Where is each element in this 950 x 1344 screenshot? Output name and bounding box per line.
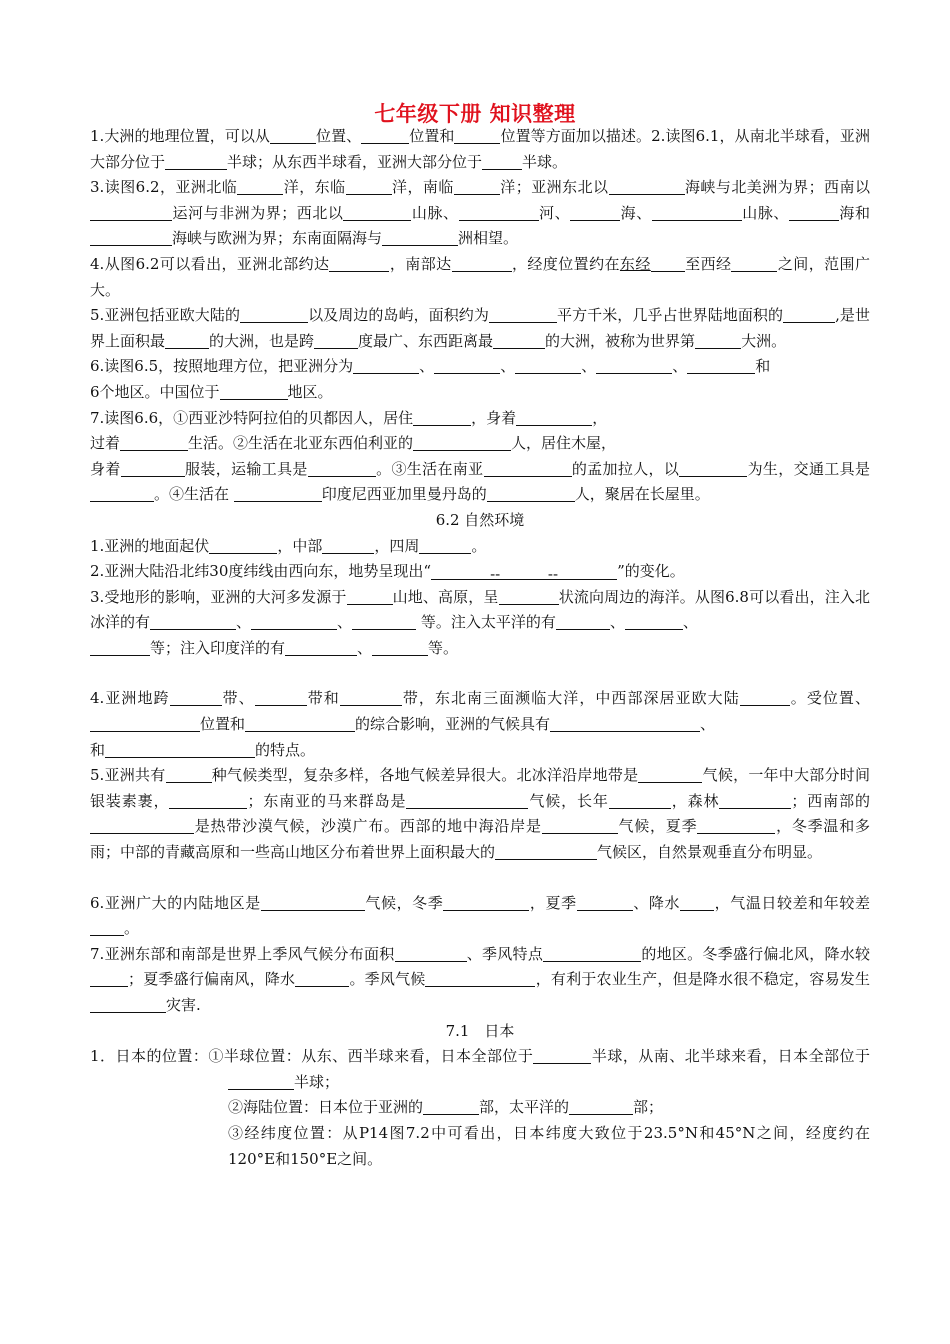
worksheet-text: 的特点。 bbox=[255, 740, 316, 759]
fill-in-blank bbox=[569, 1097, 633, 1115]
worksheet-text: 位置和 bbox=[409, 127, 455, 145]
worksheet-text: ， bbox=[592, 408, 608, 427]
worksheet-text: 部，太平洋的 bbox=[479, 1098, 570, 1117]
worksheet-text: 的孟加拉人，以 bbox=[571, 459, 680, 478]
fill-in-blank bbox=[680, 893, 714, 911]
fill-in-blank bbox=[609, 791, 671, 809]
worksheet-text: 5.亚洲共有 bbox=[90, 766, 166, 785]
worksheet-text: ，身着 bbox=[471, 408, 517, 427]
fill-in-blank bbox=[346, 177, 392, 195]
worksheet-text: 身着 bbox=[90, 459, 121, 478]
worksheet-text: 运河与非洲为界；西北以 bbox=[172, 203, 344, 222]
fill-in-blank bbox=[454, 177, 500, 195]
nat-item-1 bbox=[90, 534, 870, 560]
fill-in-blank bbox=[740, 688, 790, 706]
fill-in-blank bbox=[209, 536, 277, 554]
worksheet-text: 位置、 bbox=[316, 127, 362, 145]
fill-in-blank bbox=[413, 433, 511, 451]
fill-in-blank bbox=[90, 714, 200, 732]
worksheet-text: 带和 bbox=[306, 689, 340, 708]
fill-in-blank bbox=[308, 459, 376, 477]
fill-in-blank bbox=[493, 331, 545, 349]
worksheet-text: 、 bbox=[581, 357, 597, 376]
worksheet-text: 为生，交通工具是 bbox=[747, 459, 870, 478]
worksheet-text: 人，居住木屋， bbox=[511, 434, 617, 453]
fill-in-blank bbox=[295, 969, 349, 987]
worksheet-text: 过着 bbox=[90, 434, 121, 453]
worksheet-text: 4.从图6.2可以看出，亚洲北部约达 bbox=[90, 254, 330, 273]
fill-in-blank bbox=[314, 331, 358, 349]
worksheet-text: ，经度位置约在 bbox=[511, 254, 620, 273]
fill-in-blank bbox=[454, 126, 500, 144]
fill-in-blank bbox=[695, 331, 741, 349]
fill-in-blank bbox=[495, 842, 597, 860]
worksheet-text: 3.读图6.2，亚洲北临 bbox=[90, 178, 238, 197]
worksheet-text: 、 bbox=[672, 357, 688, 376]
fill-in-blank bbox=[251, 612, 337, 630]
fill-in-blank bbox=[419, 536, 471, 554]
fill-in-blank bbox=[570, 203, 620, 221]
fill-in-blank bbox=[425, 969, 535, 987]
worksheet-text: ，气温日较差和年较差 bbox=[714, 893, 870, 912]
worksheet-text: 、 bbox=[682, 613, 698, 632]
fill-in-blank bbox=[679, 459, 747, 477]
fill-in-blank bbox=[261, 893, 365, 911]
fill-in-blank bbox=[340, 688, 402, 706]
worksheet-text: ；夏季盛行偏南风，降水 bbox=[128, 970, 296, 989]
fill-in-blank bbox=[697, 816, 775, 834]
fill-in-blank bbox=[90, 918, 124, 936]
item-5 bbox=[90, 303, 870, 354]
worksheet-text: 位置和 bbox=[200, 715, 246, 734]
worksheet-text: 山脉、 bbox=[741, 203, 789, 222]
fill-in-blank bbox=[487, 484, 575, 502]
worksheet-text: 洲相望。 bbox=[458, 229, 519, 248]
worksheet-text: 至西经 bbox=[684, 254, 732, 273]
fill-in-blank bbox=[515, 356, 581, 374]
worksheet-text: 东经 bbox=[619, 254, 651, 273]
worksheet-text: 半球。 bbox=[522, 152, 568, 171]
fill-in-blank bbox=[482, 152, 522, 170]
fill-in-blank bbox=[413, 408, 471, 426]
worksheet-text: ，中部 bbox=[277, 536, 323, 555]
worksheet-text: 大洲。 bbox=[741, 331, 787, 350]
worksheet-text: 2.亚洲大陆沿北纬30度纬线由西向东，地势呈现出“ bbox=[90, 562, 432, 581]
fill-in-blank bbox=[550, 714, 700, 732]
section-heading-7-1: 7.1 日本 bbox=[445, 1021, 515, 1040]
fill-in-blank bbox=[90, 203, 172, 221]
worksheet-text: 洋；亚洲东北以 bbox=[499, 178, 609, 197]
fill-in-blank bbox=[542, 816, 618, 834]
fill-in-blank bbox=[285, 638, 357, 656]
fill-in-blank bbox=[165, 331, 209, 349]
worksheet-text: 等；注入印度洋的有 bbox=[150, 638, 286, 657]
japan-item-2 bbox=[90, 1095, 870, 1121]
worksheet-text: 生活。②生活在北亚东西伯利亚的 bbox=[188, 434, 414, 453]
worksheet-text: 海和 bbox=[838, 203, 870, 222]
fill-in-blank bbox=[543, 944, 641, 962]
worksheet-text: 平方千米，几乎占世界陆地面积的 bbox=[556, 306, 784, 325]
worksheet-text: 服装，运输工具是 bbox=[184, 459, 308, 478]
fill-in-blank bbox=[651, 254, 685, 272]
fill-in-blank bbox=[270, 126, 316, 144]
fill-in-blank bbox=[783, 305, 835, 323]
worksheet-text: 、 bbox=[609, 613, 625, 632]
worksheet-text: 的大洲，也是跨 bbox=[209, 331, 315, 350]
worksheet-text: 气候，长年 bbox=[528, 791, 609, 810]
worksheet-text: 、 bbox=[500, 357, 516, 376]
fill-in-blank bbox=[90, 638, 150, 656]
worksheet-text: 河、 bbox=[538, 203, 571, 222]
worksheet-text: ，四周 bbox=[374, 536, 420, 555]
worksheet-text: 7.亚洲东部和南部是世界上季风气候分布面积 bbox=[90, 944, 395, 963]
worksheet-text: 。 bbox=[471, 536, 487, 555]
fill-in-blank bbox=[240, 305, 308, 323]
fill-in-blank bbox=[170, 688, 222, 706]
worksheet-text: 5.亚洲包括亚欧大陆的 bbox=[90, 306, 241, 325]
fill-in-blank bbox=[234, 484, 322, 502]
worksheet-text: 7.读图6.6，①西亚沙特阿拉伯的贝都因人，居住 bbox=[90, 408, 414, 427]
worksheet-text: 气候，夏季 bbox=[617, 817, 698, 836]
worksheet-text: 山脉、 bbox=[411, 203, 459, 222]
fill-in-blank bbox=[255, 688, 307, 706]
worksheet-text: 山地、高原，呈 bbox=[392, 587, 499, 606]
item-4 bbox=[90, 252, 870, 303]
worksheet-text: 等。 bbox=[428, 638, 459, 657]
fill-in-blank bbox=[533, 1046, 591, 1064]
fill-in-blank bbox=[731, 254, 777, 272]
fill-in-blank bbox=[443, 893, 529, 911]
worksheet-text: 是热带沙漠气候，沙漠广布。西部的地中海沿岸是 bbox=[194, 817, 542, 836]
fill-in-blank bbox=[353, 356, 419, 374]
worksheet-text: 、 bbox=[700, 715, 716, 734]
fill-in-blank bbox=[452, 254, 512, 272]
fill-in-blank bbox=[329, 254, 389, 272]
worksheet-text: 以及周边的岛屿，面积约为 bbox=[308, 306, 489, 325]
fill-in-blank bbox=[638, 765, 702, 783]
worksheet-text: 位置等方面加以描述。2.读图6.1，从南北半球看，亚洲大部分位于 bbox=[90, 127, 870, 171]
fill-in-blank bbox=[577, 893, 633, 911]
worksheet-text: 1.亚洲的地面起伏 bbox=[90, 536, 210, 555]
fill-in-blank bbox=[105, 740, 255, 758]
worksheet-text: 度最广、东西距离最 bbox=[358, 331, 494, 350]
fill-in-blank bbox=[343, 203, 411, 221]
section-heading-6-2: 6.2 自然环境 bbox=[435, 510, 525, 529]
worksheet-text: 洋，东临 bbox=[283, 178, 346, 197]
worksheet-text: 种气候类型，复杂多样，各地气候差异很大。北冰洋沿岸地带是 bbox=[211, 766, 639, 785]
worksheet-text: 3.受地形的影响，亚洲的大河多发源于 bbox=[90, 587, 347, 606]
fill-in-blank bbox=[516, 408, 592, 426]
worksheet-text: ②海陆位置：日本位于亚洲的 bbox=[228, 1098, 424, 1117]
fill-in-blank bbox=[90, 995, 166, 1013]
worksheet-text: 带，东北南三面濒临大洋，中西部深居亚欧大陆 bbox=[401, 689, 740, 708]
fill-in-blank bbox=[347, 587, 393, 605]
fill-in-blank bbox=[120, 433, 188, 451]
nat-item-3 bbox=[90, 585, 870, 662]
nat-item-4 bbox=[90, 686, 870, 763]
worksheet-text: 、降水 bbox=[632, 893, 681, 912]
fill-in-blank bbox=[165, 152, 227, 170]
worksheet-text: 气候区，自然景观垂直分布明显。 bbox=[597, 843, 823, 862]
worksheet-text: 人，聚居在长屋里。 bbox=[574, 485, 710, 504]
fill-in-blank bbox=[90, 228, 172, 246]
worksheet-text: 半球； bbox=[294, 1072, 340, 1091]
fill-in-blank bbox=[489, 305, 557, 323]
worksheet-text: 。 bbox=[124, 919, 140, 938]
fill-in-blank bbox=[499, 587, 559, 605]
fill-in-blank bbox=[459, 203, 539, 221]
item-3 bbox=[90, 175, 870, 252]
fill-in-blank bbox=[237, 177, 283, 195]
fill-in-blank bbox=[434, 356, 500, 374]
worksheet-text: 海、 bbox=[620, 203, 652, 222]
worksheet-text: 6.亚洲广大的内陆地区是 bbox=[90, 893, 261, 912]
worksheet-text: 、 bbox=[357, 638, 373, 657]
fill-in-blank bbox=[395, 944, 467, 962]
worksheet-text: 半球，从南、北半球来看，日本全部位于 bbox=[591, 1047, 871, 1066]
worksheet-text: 1.大洲的地理位置，可以从 bbox=[90, 127, 270, 145]
worksheet-text: 半球；从东西半球看，亚洲大部分位于 bbox=[227, 152, 483, 171]
worksheet-text: 部； bbox=[633, 1098, 664, 1117]
worksheet-text: 带、 bbox=[221, 689, 255, 708]
item-1-2 bbox=[90, 124, 870, 175]
worksheet-text: 1．日本的位置：①半球位置：从东、西半球来看，日本全部位于 bbox=[90, 1047, 534, 1066]
worksheet-text: ，夏季 bbox=[529, 893, 577, 912]
worksheet-text: 印度尼西亚加里曼丹岛的 bbox=[321, 485, 487, 504]
nat-item-6 bbox=[90, 891, 870, 942]
worksheet-text: 、 bbox=[337, 613, 353, 632]
fill-in-blank bbox=[352, 612, 416, 630]
worksheet-text: ，南部达 bbox=[389, 254, 452, 273]
nat-item-2 bbox=[90, 559, 870, 585]
worksheet-text: 、 bbox=[236, 613, 252, 632]
worksheet-text: 的地区。冬季盛行偏北风，降水较 bbox=[641, 944, 870, 963]
worksheet-text: 4.亚洲地跨 bbox=[90, 689, 170, 708]
worksheet-text: 6个地区。中国位于 bbox=[90, 382, 220, 401]
worksheet-text: 、季风特点 bbox=[466, 944, 544, 963]
worksheet-text: ，森林 bbox=[670, 791, 720, 810]
nat-item-7 bbox=[90, 942, 870, 1019]
worksheet-text: ，冬季温和多雨；中部的青藏高原和一些高山地区分布着世界上面积最大的 bbox=[90, 817, 870, 862]
worksheet-text: 和 bbox=[90, 740, 106, 759]
worksheet-text: 状流向周边的海洋。从图6.8可以看出，注入北冰洋的有 bbox=[90, 587, 870, 632]
fill-in-blank bbox=[90, 969, 128, 987]
item-6 bbox=[90, 354, 870, 405]
fill-in-blank bbox=[596, 356, 672, 374]
fill-in-blank bbox=[687, 356, 755, 374]
worksheet-text: 气候，一年中大部分时间银装素裹， bbox=[90, 766, 870, 810]
worksheet-text: 和 bbox=[755, 357, 771, 376]
worksheet-text: 6.读图6.5，按照地理方位，把亚洲分为 bbox=[90, 357, 354, 376]
fill-in-blank bbox=[361, 126, 409, 144]
worksheet-text: ；东南亚的马来群岛是 bbox=[247, 791, 407, 810]
worksheet-text: 。受位置、 bbox=[789, 689, 870, 708]
worksheet-text: ,是世界上面积最 bbox=[90, 306, 870, 350]
fill-in-blank bbox=[484, 459, 572, 477]
worksheet-text: 等。注入太平洋的有 bbox=[416, 613, 556, 632]
fill-in-blank bbox=[382, 228, 458, 246]
worksheet-text: 地区。 bbox=[287, 382, 333, 401]
fill-in-blank bbox=[220, 382, 288, 400]
fill-in-blank bbox=[609, 177, 685, 195]
worksheet-text: 。③生活在南亚 bbox=[375, 459, 484, 478]
fill-in-blank bbox=[90, 816, 194, 834]
worksheet-text: 灾害. bbox=[166, 996, 201, 1014]
page-title: 七年级下册 知识整理 bbox=[374, 102, 576, 126]
fill-in-blank bbox=[150, 612, 236, 630]
nat-item-5 bbox=[90, 763, 870, 865]
worksheet-text: 之间，范围广大。 bbox=[90, 254, 870, 299]
worksheet-text: 海峡与欧洲为界；东南面隔海与 bbox=[172, 229, 383, 248]
worksheet-text: 海峡与北美洲为界；西南以 bbox=[684, 178, 870, 197]
fill-in-blank bbox=[372, 638, 428, 656]
worksheet-text: ”的变化。 bbox=[617, 562, 685, 581]
fill-in-blank bbox=[245, 714, 355, 732]
worksheet-text: 的综合影响，亚洲的气候具有 bbox=[355, 715, 551, 734]
fill-in-blank bbox=[423, 1097, 479, 1115]
fill-in-blank bbox=[556, 612, 610, 630]
worksheet-text: ，有利于农业生产，但是降水很不稳定，容易发生 bbox=[535, 970, 870, 989]
fill-in-blank bbox=[169, 791, 247, 809]
spacer bbox=[90, 866, 870, 891]
worksheet-text: 、 bbox=[419, 357, 435, 376]
worksheet-text: 洋，南临 bbox=[391, 178, 454, 197]
worksheet-text: 。季风气候 bbox=[349, 970, 426, 989]
worksheet-text: -- bbox=[547, 565, 559, 584]
fill-in-blank bbox=[166, 765, 212, 783]
fill-in-blank bbox=[228, 1072, 294, 1090]
worksheet-text: ；西南部的 bbox=[791, 791, 870, 810]
fill-in-blank bbox=[431, 562, 617, 584]
item-7 bbox=[90, 406, 870, 508]
fill-in-blank bbox=[789, 203, 839, 221]
fill-in-blank bbox=[406, 791, 528, 809]
worksheet-text: 气候，冬季 bbox=[364, 893, 444, 912]
worksheet-text: -- bbox=[490, 565, 501, 584]
fill-in-blank bbox=[90, 484, 154, 502]
fill-in-blank bbox=[625, 612, 683, 630]
fill-in-blank bbox=[652, 203, 742, 221]
worksheet-content bbox=[90, 124, 870, 1172]
worksheet-text: 。④生活在 bbox=[154, 485, 234, 504]
fill-in-blank bbox=[121, 459, 185, 477]
japan-item-3 bbox=[90, 1121, 870, 1172]
fill-in-blank bbox=[719, 791, 791, 809]
worksheet-text: ③经纬度位置：从P14图7.2中可看出，日本纬度大致位于23.5°N和45°N之间，经度约在120°E和150°E之间。 bbox=[228, 1123, 870, 1168]
spacer bbox=[90, 661, 870, 686]
worksheet-text: 的大洲，被称为世界第 bbox=[545, 331, 696, 350]
japan-item-1 bbox=[90, 1044, 870, 1095]
fill-in-blank bbox=[322, 536, 374, 554]
